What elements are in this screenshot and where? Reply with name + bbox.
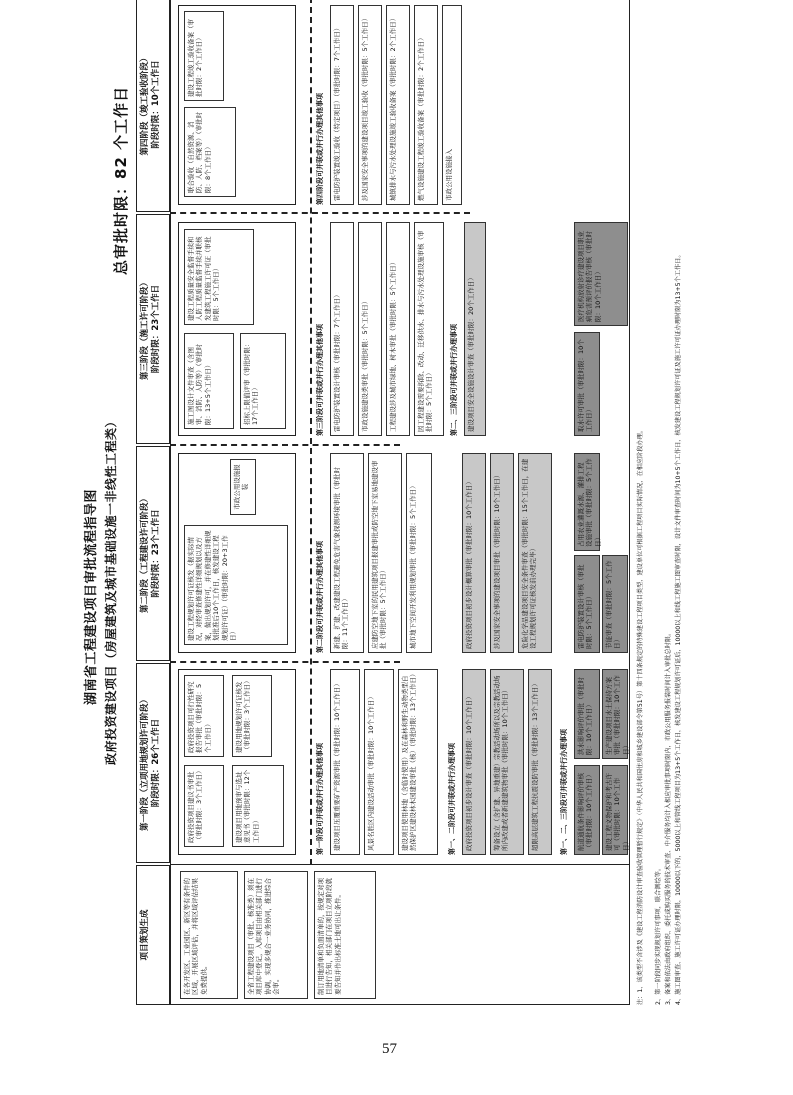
- page-subtitle: 政府投资建设项目（房屋建筑及城市基础设施一非线性工程类）: [104, 414, 118, 765]
- stage123-parallel-item: 雷电防护装置设计审核（审批时限：5个工作日）: [574, 555, 600, 653]
- stage3-parallel-item: 雷电防护装置设计审核（审批时限：7个工作日）: [330, 222, 354, 436]
- stage2-parallel-item: 新建、扩建、改建建设工程避免危害气象探测环境审批（审批时限：11个工作日）: [330, 453, 364, 653]
- flowchart: [82, 0, 712, 1005]
- stage4-item: 联合验收（自然资源、消防、人防、档案等）（审批时限：8个工作日）: [184, 107, 236, 197]
- stage1-item: 政府投资项目可行性研究报告审批（审批时限：5个工作日）: [184, 675, 224, 757]
- page-title: 湖南省工程建设项目审批流程指导图: [84, 488, 99, 705]
- stage2-item: 建设工程规划许可证核发（据实际情况，对经审查修建性详细规划以及方案，做出规划许可，并在修建性详细规划批准后10个工作日，核发建设工程规划许可证）（审批时限：20+3工作日）: [184, 525, 288, 645]
- stage1-parallel-item: 建设项目使用林地（含临时使用）及在森林和野生动物类型自然保护区建设林木园建设审批（核）（审批时限：13个工作日）: [398, 669, 438, 855]
- stage12-parallel-item: 政府投资项目初步设计概算审批（审批时限：10个工作日）: [462, 453, 486, 653]
- stage1-time: 阶段时限：26个工作日: [151, 718, 162, 808]
- stage4-parallel-item: 市政公用设施接入: [442, 5, 462, 205]
- stage1-item: 政府投资项目建议书审批（审批时限：3个工作日）: [184, 765, 224, 847]
- note-line: 3、备案和依法由政府组织、委托或购买服务的技术审查、中介服务均计入相应审批事项时限内，市政公用服务报装时间计入审批总时限。: [665, 629, 672, 1005]
- stage2-tab-label: 第二阶段（工程建设许可阶段）: [140, 494, 150, 614]
- planning-divider: [170, 864, 630, 865]
- stage3-parallel-item: 工程建设涉及城市绿地、树木审批（审批时限：5个工作日）: [386, 222, 410, 436]
- stage123-parallel-item: 洪水影响评价审批（审批时限：10个工作日）: [574, 669, 600, 759]
- stage2-parallel-item: 应建防空地下室的民用建筑项目报建审批或防空地下室易地建设审批（审批时限：5个工作日）: [368, 453, 402, 653]
- stage2-time: 阶段时限：23个工作日: [151, 509, 162, 598]
- stage123-parallel-item: 占用农业灌溉水源、灌排工程设施审批（审批时限：5个工作日）: [574, 453, 600, 551]
- stage3-time: 阶段时限：23个工作日: [151, 284, 162, 374]
- planning-header: [136, 865, 170, 1005]
- stage2-parallel-title: 第二阶段可并联或并行办理其他事项: [316, 541, 324, 653]
- stage1-parallel-item: 建设项目压覆重要矿产资源审批（审批时限：10个工作日）: [330, 669, 360, 855]
- stage-divider-1: [170, 661, 400, 663]
- stage4-parallel-title: 第四阶段可并联或并行办理其他事项: [316, 93, 324, 205]
- stage3-item: 建设工程质量安全监督手续和人防工程质量监督手续并联核发建筑工程施工许可证（审批时限：5个工作日）: [184, 229, 254, 325]
- stage-divider-2: [170, 444, 400, 446]
- stage1-parallel-item: 风景名胜区内建设活动审批（审批时限：10个工作日）: [364, 669, 394, 855]
- stage3-tab-label: 第三阶段（施工许可阶段）: [140, 278, 150, 381]
- stage123-parallel-item: 节能审查（审批时限：5个工作日）: [602, 555, 628, 653]
- planning-header-label: 项目策划生成: [140, 909, 150, 961]
- stage4-parallel-item: 燃气设施建设工程竣工验收备案（审批时限：2个工作日）: [414, 5, 438, 205]
- stage12-parallel-item: 筹备设立（含扩建、异地重建）宗教活动场所以及宗教活动场所内改建或者新建建筑物审批（审批时限：10个工作日）: [490, 669, 524, 855]
- stage123-parallel-title: 第一、二、三阶段可并联或并行办理事项: [560, 729, 568, 855]
- stage2-side-item: 市政公用设施报装: [230, 459, 256, 515]
- stage23-parallel-item: 建设项目安全设施设计审查（审批时限：20个工作日）: [464, 222, 486, 436]
- page-number: 57: [382, 1041, 397, 1057]
- stage4-time: 阶段时限：10个工作日: [151, 60, 162, 149]
- planning-item: 全省工程建设项目（审批、核准类）须在项目库中登记，入库项目由相关部门进行协调，实现多规合一业务协同，推进综合会审。: [244, 871, 308, 999]
- stage3-item: 招标上限值评审（审批时限：17个工作日）: [240, 333, 286, 429]
- stage12-parallel-item: 涉及国家安全事项的建设项目审批（审批时限：10个工作日）: [490, 453, 514, 653]
- stage123-parallel-item: 生产建设项目水土保持方案审批（审批时限：10个工作日）: [602, 669, 628, 759]
- note-line: 注：1、该类型不含涉及《建设工程消防设计审查验收管理暂行规定》（中华人民共和国住房和城乡建设部令第51号）第十四条规定的特殊建设工程项目类型，建设单位可根据工程项目实际情况，在相应阶段办理。: [637, 427, 644, 1005]
- stage2-parallel-item: 城市地下空间开发利用规划审批（审批时限：5个工作日）: [406, 453, 432, 653]
- stage123-parallel-item: 医疗机构放射诊疗建设项目职业病危害预评价报告审核（审批时限：10个工作日）: [574, 222, 628, 326]
- stage4-tab: [136, 0, 170, 212]
- stage23-parallel-title: 第二、三阶段可并联或并行办理事项: [450, 324, 458, 436]
- planning-item: 制订用地清单和负面清单的，按规定对项目进行告知，相关部门在项目立项阶段就要告知并作出标准土地可出让条件。: [314, 871, 376, 999]
- stage123-parallel-item: 取水许可审批（审批时限：10个工作日）: [574, 332, 600, 436]
- note-line: 4、施工图审查、施工许可证办理时限，10000以下的，5000以上和管线工程项目为13+5个工作日，核发建设工程规划许可证后，10000以上和线工程施工图审查时限，设计文件审查时间为10+5个工作日，核发建设工程规划许可证及施工许可证办理时限为13+5个工作日。: [675, 251, 682, 1005]
- note-line: 2、第一阶段同步实现规划许可事项，联合测绘等。: [655, 864, 662, 1005]
- stage3-parallel-item: 市政设施建设类审批（审批时限：5个工作日）: [358, 222, 382, 436]
- stage3-parallel-title: 第三阶段可并联或并行办理其他事项: [316, 324, 324, 436]
- stage12-parallel-item: 超限高层建筑工程抗震设防审批（审批时限：13个工作日）: [528, 669, 552, 855]
- separator-line: [310, 0, 312, 865]
- stage123-parallel-item: 航道通航条件影响评价审核（审批时限：10个工作日）: [574, 765, 600, 855]
- stage12-parallel-title: 第一、二阶段可并联或并行办理事项: [448, 743, 456, 855]
- stage4-parallel-item: 雷电防护装置竣工验收（特定项目）（审批时限：7个工作日）: [330, 5, 354, 205]
- stage1-item: 建设用地规划许可证核发（审批时限：3个工作日）: [232, 675, 272, 757]
- stage4-parallel-item: 城镇排水与污水处理设施竣工验收备案（审批时限：2个工作日）: [386, 5, 410, 205]
- stage12-parallel-item: 政府投资项目初步设计审查（审批时限：10个工作日）: [462, 669, 486, 855]
- stage2-tab: [136, 446, 170, 661]
- stage3-parallel-item: 因工程建设需要拆除、改动、迁移供水、排水与污水处理设施审核（审批时限：5个工作日）: [414, 222, 444, 436]
- stage1-tab-label: 第一阶段（立项用地规划许可阶段）: [140, 695, 150, 832]
- stage12-parallel-item: 危险化学品建设项目安全条件审查（审批时限：15个工作日，在建设工程规划许可证核发前办理完毕）: [518, 453, 552, 653]
- stage4-item: 建设工程竣工验收备案（审批时限：2个工作日）: [184, 11, 224, 101]
- stage1-tab: [136, 663, 170, 863]
- stage3-tab: [136, 214, 170, 444]
- stage1-item: 建设项目用地预审与选址意见书（审批时限：12个工作日）: [232, 765, 284, 847]
- stage4-tab-label: 第四阶段（竣工验收阶段）: [140, 53, 150, 156]
- total-time: 总审批时限：82 个工作日: [112, 85, 130, 275]
- stage3-item: 施工图设计文件审查（含图审、消防、人防等）（审批时限：13+5个工作日）: [184, 333, 234, 429]
- stage4-parallel-item: 涉及国家安全事项的建设项目竣工验收（审批时限：5个工作日）: [358, 5, 382, 205]
- stage123-parallel-item: 建设工程文物保护和考古许可（审批时限：10个工作日）: [602, 765, 628, 855]
- planning-item: 在各开发区、工业园区、新区等有条件的区域，开展区域评估，并将区域评估结果免费提供。: [180, 871, 238, 999]
- stage-divider-3: [170, 212, 470, 214]
- stage1-parallel-title: 第一阶段可并联或并行办理其他事项: [316, 743, 324, 855]
